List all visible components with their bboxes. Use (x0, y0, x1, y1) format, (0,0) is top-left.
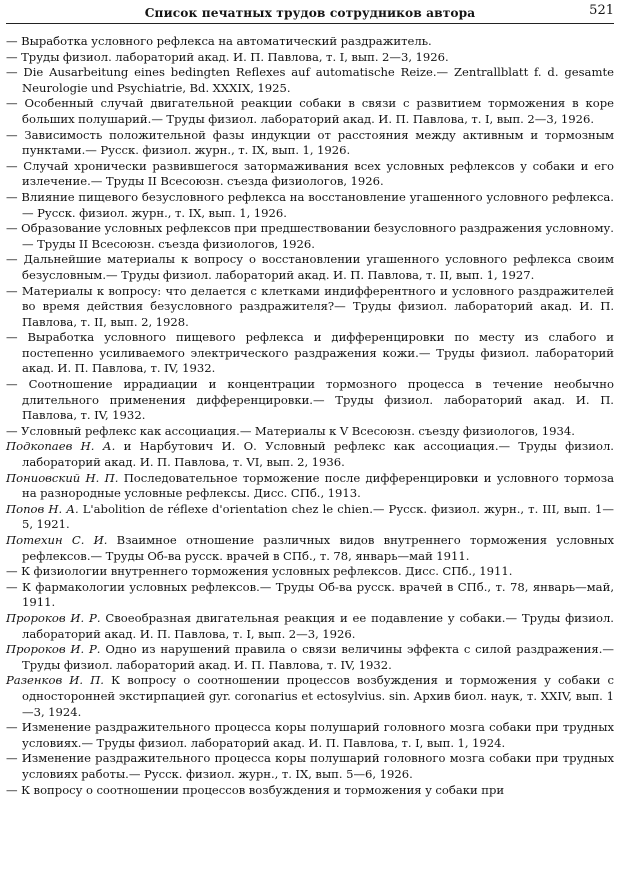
bibliography-entry (6, 221, 614, 252)
bibliography-entry (6, 424, 614, 440)
bibliography-entry (6, 611, 614, 642)
entry-text: — Случай хронически развившегося затормаживания всех условных рефлексов у собаки и его излечение.— Труды II Всесоюзн. съезда физиологов, 1926. (6, 158, 614, 189)
entry-text: — Изменение раздражительного процесса коры полушарий головного мозга собаки при трудных условиях работы.— Русск. физиол. журн., т. IX, вып. 5—6, 1926. (6, 751, 614, 781)
bibliography-entry (6, 330, 614, 377)
entry-text: — Влияние пищевого безусловного рефлекса на восстановление угашенного условного рефлекса.— Русск. физиол. журн., т. IX, вып. 1, 1926. (6, 189, 614, 220)
entry-text: — Дальнейшие материалы к вопросу о восстановлении угашенного условного рефлекса своим безусловным.— Труды физиол. лабораторий акад. И. П. Павлова, т. II, вып. 1, 1927. (6, 252, 614, 282)
entry-author: Потехин С. И. (6, 533, 108, 547)
entry-author: Пророков И. Р. (6, 610, 101, 625)
entry-text: Последовательное торможение после дифференцировки и условного тормоза на разнородные условные рефлексы. Дисс. СПб., 1913. (22, 470, 614, 501)
bibliography-list (6, 34, 614, 798)
bibliography-entry (6, 502, 614, 533)
bibliography-entry (6, 34, 614, 50)
entry-text: К вопросу о соотношении процессов возбуждения и торможения у собаки с односторонней экстирпацией gyr. coronarius et ectosylvius. sin. Архив биол. наук, т. XXIV, вып. 1—3, 1924. (22, 673, 614, 719)
entry-text: и Нарбутович И. О. Условный рефлекс как ассоциация.— Труды физиол. лабораторий акад. И. П. Павлова, т. VI, вып. 2, 1936. (22, 439, 614, 470)
bibliography-entry (6, 642, 614, 673)
entry-text: Одно из нарушений правила о связи величины эффекта с силой раздражения.— Труды физиол. лабораторий акад. И. П. Павлова, т. IV, 1932. (22, 642, 614, 672)
entry-text: — Соотношение иррадиации и концентрации тормозного процесса в течение необычно длительного применения дифференцировки.— Труды физиол. лабораторий акад. И. П. Павлова, т. IV, 1932. (6, 377, 614, 423)
entry-author: Подкопаев Н. А. (6, 439, 116, 454)
bibliography-entry (6, 783, 614, 799)
entry-text: — Выработка условного рефлекса на автоматический раздражитель. (6, 34, 432, 48)
bibliography-entry (6, 751, 614, 782)
bibliography-entry (6, 284, 614, 331)
entry-author: Попов Н. А. (6, 501, 79, 516)
page-number: 521 (589, 3, 614, 18)
entry-text: — Условный рефлекс как ассоциация.— Материалы к V Всесоюзн. съезду физиологов, 1934. (6, 423, 575, 438)
entry-author: Пророков И. Р. (6, 642, 101, 657)
entry-text: — К фармакологии условных рефлексов.— Труды Об-ва русск. врачей в СПб., т. 78, январь—май, 1911. (6, 579, 614, 610)
bibliography-entry (6, 50, 614, 66)
bibliography-entry (6, 377, 614, 424)
running-header (6, 0, 614, 20)
entry-text: — Зависимость положительной фазы индукции от расстояния между активным и тормозным пунктами.— Русск. физиол. журн., т. IX, вып. 1, 1926. (6, 127, 614, 158)
bibliography-entry (6, 533, 614, 564)
bibliography-entry (6, 720, 614, 751)
entry-text: — Образование условных рефлексов при предшествовании безусловного раздражения условному.— Труды II Всесоюзн. съезда физиологов, 1926. (6, 221, 614, 251)
entry-text: — К вопросу о соотношении процессов возбуждения и торможения у собаки при (6, 782, 505, 797)
bibliography-entry (6, 580, 614, 611)
entry-text: — Die Ausarbeitung eines bedingten Reflexes auf automatische Reize.— Zentrallblatt f. d. gesamte Neurologie und Psychiatrie, Bd. XXXIX, 1925. (6, 65, 614, 95)
entry-text: L'abolition de réflexe d'orientation chez le chien.— Русск. физиол. журн., т. III, вып. 1—5, 1921. (22, 501, 614, 532)
bibliography-entry (6, 65, 614, 96)
entry-author: Пониовский Н. П. (6, 470, 119, 485)
entry-text: — Материалы к вопросу: что делается с клетками индифферентного и условного раздражителей во время действия безусловного раздражителя?— Труды физиол. лабораторий акад. И. П. Павлова, т. II, вып. 2, 1928. (6, 283, 614, 329)
bibliography-entry (6, 564, 614, 580)
bibliography-entry (6, 673, 614, 720)
entry-text: — Изменение раздражительного процесса коры полушарий головного мозга собаки при трудных условиях.— Труды физиол. лабораторий акад. И. П. Павлова, т. I, вып. 1, 1924. (6, 720, 614, 750)
bibliography-entry (6, 252, 614, 283)
entry-text: Своеобразная двигательная реакция и ее подавление у собаки.— Труды физиол. лабораторий акад. И. П. Павлова, т. I, вып. 2—3, 1926. (22, 610, 614, 641)
bibliography-entry (6, 190, 614, 221)
bibliography-entry (6, 471, 614, 502)
header-title: Список печатных трудов сотрудников автора (144, 6, 476, 20)
entry-text: — Труды физиол. лабораторий акад. И. П. Павлова, т. I, вып. 2—3, 1926. (6, 49, 449, 64)
bibliography-entry (6, 128, 614, 159)
entry-text: Взаимное отношение различных видов внутреннего торможения условных рефлексов.— Труды Об-ва русск. врачей в СПб., т. 78, январь—май 1911. (22, 533, 614, 563)
entry-author: Разенков И. П. (6, 673, 104, 688)
bibliography-entry (6, 439, 614, 470)
bibliography-entry (6, 96, 614, 127)
header-rule (6, 23, 614, 24)
entry-text: — Особенный случай двигательной реакции собаки в связи с развитием торможения в коре больших полушарий.— Труды физиол. лабораторий акад. И. П. Павлова, т. I, вып. 2—3, 1926. (6, 96, 614, 126)
entry-text: — Выработка условного пищевого рефлекса и дифференцировки по месту из слабого и постепенно усиливаемого электрического раздражения кожи.— Труды физиол. лабораторий акад. И. П. Павлова, т. IV, 1932. (6, 330, 614, 376)
bibliography-entry (6, 159, 614, 190)
entry-text: — К физиологии внутреннего торможения условных рефлексов. Дисс. СПб., 1911. (6, 564, 513, 579)
